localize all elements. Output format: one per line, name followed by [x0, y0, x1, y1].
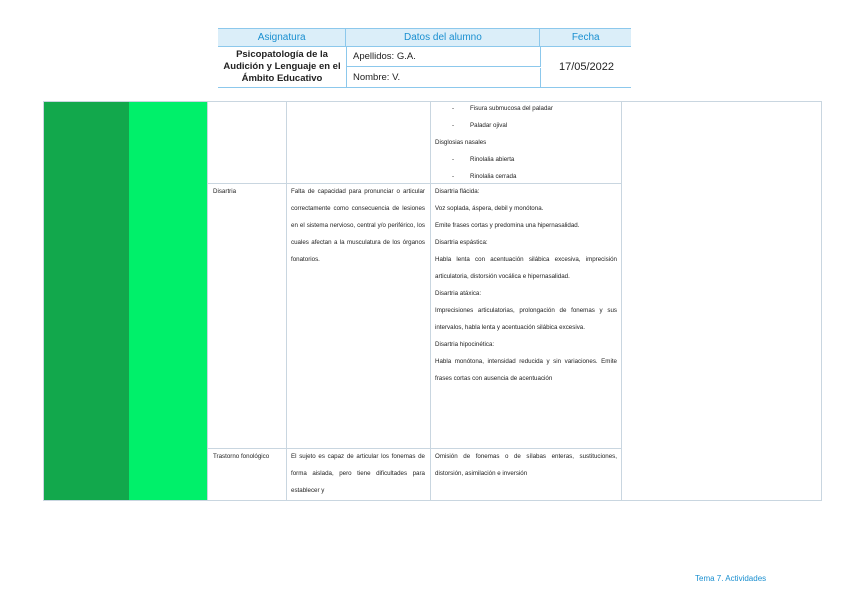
disorder-name: Trastorno fonológico	[213, 453, 270, 460]
activities-table	[43, 101, 822, 501]
type-description: Habla lenta con acentuación silábica excesiva, imprecisión articulatoria, distorsión vocálica e hipernasalidad.	[435, 256, 617, 280]
fecha-value: 17/05/2022	[558, 61, 615, 73]
list-item: Rinolalia abierta	[470, 156, 515, 163]
fecha-label: Fecha	[571, 32, 600, 43]
column-divider	[207, 102, 208, 500]
datos-alumno-label: Datos del alumno	[346, 29, 540, 46]
type-description: Habla monótona, intensidad reducida y sin variaciones. Emite frases cortas con ausencia de acentuación	[435, 358, 617, 382]
nombre-value: Nombre: V.	[347, 68, 541, 87]
asignatura-value: Psicopatología de la Audición y Lenguaje en el Ámbito Educativo	[218, 47, 347, 87]
asignatura-label: Asignatura	[218, 29, 346, 46]
list-item: Fisura submucosa del paladar	[470, 105, 553, 112]
list-dash: -	[452, 122, 455, 129]
disorder-definition: Falta de capacidad para pronunciar o articular correctamente como consecuencia de lesiones en el sistema nervioso, central y/o periférico, los cuales afectan a la musculatura de los órganos fonatorios.	[291, 188, 425, 263]
column-divider	[621, 102, 622, 500]
category-band-light	[129, 102, 207, 500]
header-labels-row	[218, 28, 631, 47]
disorder-name: Disartria	[213, 188, 237, 195]
list-dash: -	[452, 105, 455, 112]
list-dash: -	[452, 156, 455, 163]
column-divider	[286, 102, 287, 500]
type-heading: Disartria espástica:	[435, 239, 488, 246]
list-item: Paladar ojival	[470, 122, 508, 129]
list-item: Rinolalia cerrada	[470, 173, 517, 180]
type-description: Voz soplada, áspera, debil y monótona.	[435, 205, 544, 212]
page-footer: Tema 7. Actividades	[695, 574, 767, 583]
document-header	[218, 28, 631, 86]
disorder-description: Omisión de fonemas o de sílabas enteras, sustituciones, distorsión, asimilación e inversión	[435, 453, 617, 477]
type-heading: Disartria flácida:	[435, 188, 480, 195]
apellidos-value: Apellidos: G.A.	[347, 47, 541, 67]
list-dash: -	[452, 173, 455, 180]
type-heading: Disartria hipocinética:	[435, 341, 495, 348]
type-description: Emite frases cortas y predomina una hipernasalidad.	[435, 222, 580, 229]
section-subheading: Disglosias nasales	[435, 139, 487, 146]
type-description: Imprecisiones articulatorias, prolongación de fonemas y sus intervalos, habla lenta y acentuación silábica excesiva.	[435, 307, 617, 331]
type-heading: Disartria atáxica:	[435, 290, 482, 297]
disorder-types	[435, 183, 617, 387]
category-band-dark	[44, 102, 129, 500]
disorder-definition: El sujeto es capaz de articular los fonemas de forma aislada, pero tiene dificultades para establecer y	[291, 453, 425, 494]
header-values-row	[218, 47, 631, 88]
column-divider	[430, 102, 431, 500]
